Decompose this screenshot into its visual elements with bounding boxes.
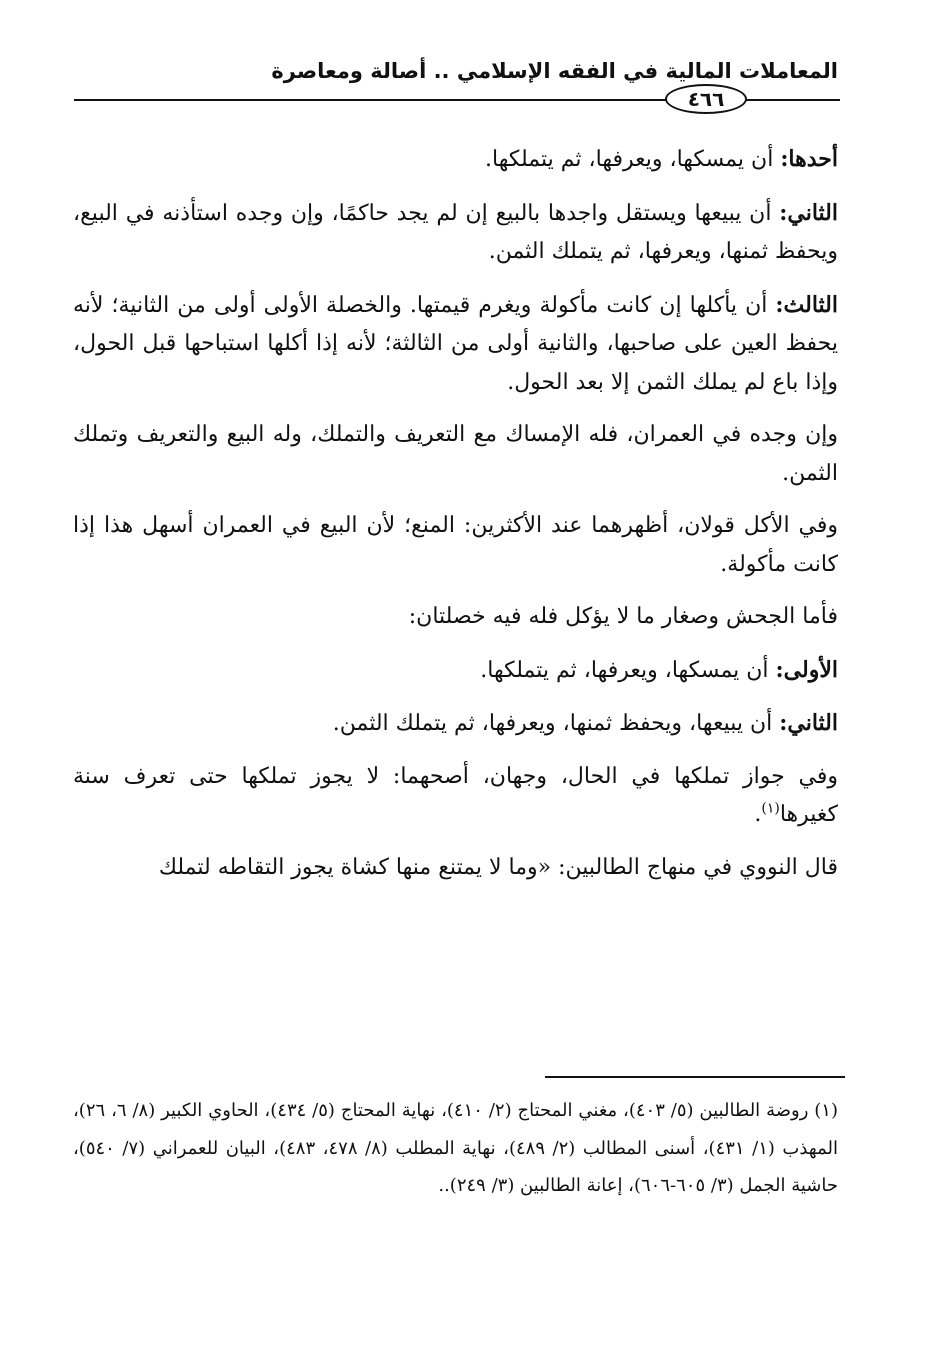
main-text — [73, 140, 838, 901]
footnote-reference[interactable]: (١) — [761, 800, 780, 817]
paragraph-text: وفي جواز تملكها في الحال، وجهان، أصحهما: لا يجوز تملكها حتى تعرف سنة كغيرها — [73, 763, 838, 827]
paragraph-lead: الثاني: — [779, 199, 838, 226]
paragraph-text: أن يمسكها، ويعرفها، ثم يتملكها. — [480, 657, 776, 683]
paragraph-10 — [73, 849, 838, 888]
paragraph-lead: الأولى: — [775, 656, 838, 683]
paragraph-1 — [73, 140, 838, 180]
paragraph-text: أن يمسكها، ويعرفها، ثم يتملكها. — [485, 147, 781, 172]
page-number-frame — [665, 84, 747, 114]
footnote-text: روضة الطالبين (٥/ ٤٠٣)، مغني المحتاج (٢/ ٤١٠)، نهاية المحتاج (٥/ ٤٣٤)، الحاوي الكبير (٨/ ٦، ٢٦)، المهذب (١/ ٤٣١)، أسنى المطالب (٢/ ٤٨٩)، نهاية المطلب (٨/ ٤٧٨، ٤٨٣)، البيان للعمراني (٧/ ٥٤٠)، حاشية الجمل (٣/ ٦٠٥-٦٠٦)، إعانة الطالبين (٣/ ٢٤٩).. — [73, 1100, 838, 1196]
paragraph-text: وإن وجده في العمران، فله الإمساك مع التعريف والتملك، وله البيع والتعريف وتملك الثمن. — [73, 422, 838, 486]
paragraph-9 — [73, 758, 838, 835]
running-header: المعاملات المالية في الفقه الإسلامي .. أصالة ومعاصرة — [271, 59, 838, 83]
paragraph-lead: الثاني: — [779, 710, 838, 736]
footnotes — [73, 1092, 838, 1205]
paragraph-tail: . — [754, 802, 762, 827]
footnote-1 — [73, 1092, 838, 1205]
page-number: ٤٦٦ — [687, 87, 725, 111]
paragraph-3 — [73, 286, 838, 403]
paragraph-text: أن يبيعها ويستقل واجدها بالبيع إن لم يجد حاكمًا، وإن وجده استأذنه في البيع، ويحفظ ثمنها، ويعرفها، ثم يتملك الثمن. — [73, 200, 838, 264]
paragraph-text: أن يأكلها إن كانت مأكولة ويغرم قيمتها. والخصلة الأولى أولى من الثانية؛ لأنه يحفظ العين على صاحبها، والثانية أولى من الثالثة؛ لأنه إذا أكلها استباحها قبل الحول، وإذا باع لم يملك الثمن إلا بعد الحول. — [73, 292, 838, 395]
paragraph-lead: الثالث: — [775, 291, 838, 318]
paragraph-8 — [73, 704, 838, 744]
paragraph-text: أن يبيعها، ويحفظ ثمنها، ويعرفها، ثم يتملك الثمن. — [332, 711, 780, 736]
paragraph-4 — [73, 416, 838, 493]
footnote-marker: (١) — [814, 1100, 838, 1121]
paragraph-text: قال النووي في منهاج الطالبين: «وما لا يمتنع منها كشاة يجوز التقاطه لتملك — [158, 854, 838, 880]
paragraph-7 — [73, 651, 838, 691]
paragraph-5 — [73, 507, 838, 584]
paragraph-6 — [73, 598, 838, 637]
paragraph-text: فأما الجحش وصغار ما لا يؤكل فله فيه خصلتان: — [408, 604, 838, 629]
paragraph-lead: أحدها: — [780, 146, 838, 172]
paragraph-text: وفي الأكل قولان، أظهرهما عند الأكثرين: المنع؛ لأن البيع في العمران أسهل هذا إذا كانت مأكولة. — [73, 513, 838, 577]
paragraph-2 — [73, 194, 838, 272]
footnote-rule — [545, 1076, 845, 1078]
